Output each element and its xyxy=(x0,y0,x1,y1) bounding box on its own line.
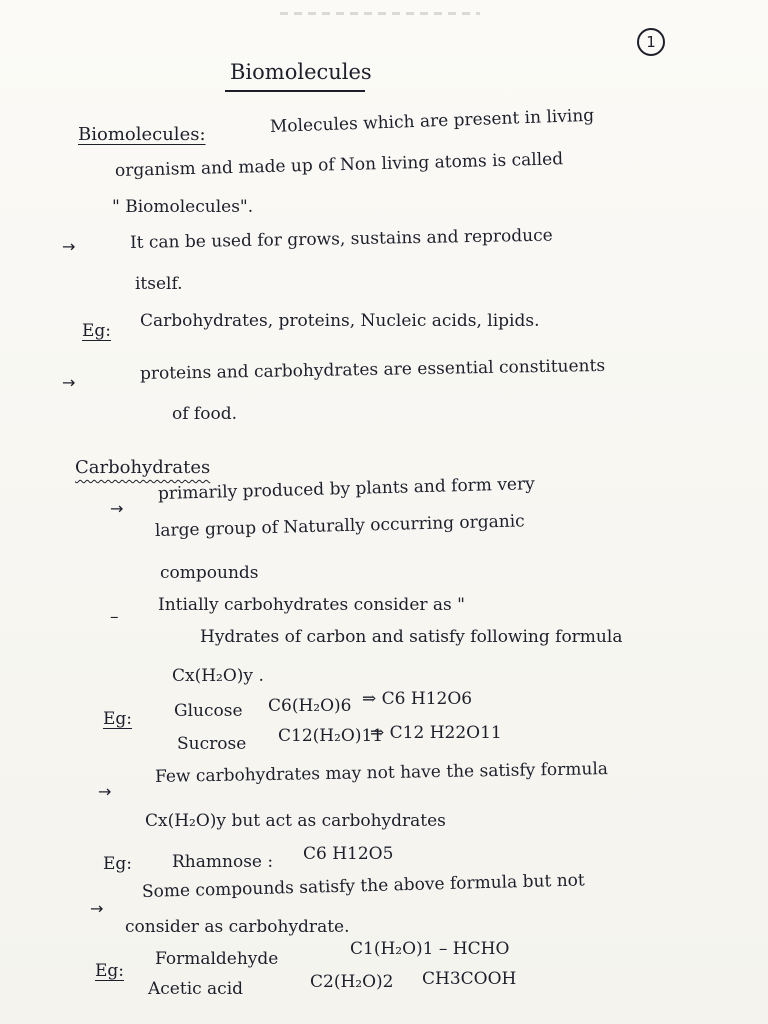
example-label: Eg: xyxy=(103,854,133,874)
point-4-line-2: consider as carbohydrate. xyxy=(125,917,350,937)
formaldehyde-formula: C1(H₂O)1 – HCHO xyxy=(350,939,510,959)
sucrose-label: Sucrose xyxy=(177,734,247,754)
point-2-line-2: Hydrates of carbon and satisfy following formula xyxy=(200,627,623,647)
page-top-edge xyxy=(280,12,480,15)
point-2-line-1: Intially carbohydrates consider as " xyxy=(158,595,465,615)
example-line: Carbohydrates, proteins, Nucleic acids, lipids. xyxy=(140,311,540,331)
point-3-line-2: Cx(H₂O)y but act as carbohydrates xyxy=(145,811,446,831)
property-line-2: itself. xyxy=(135,274,183,294)
sucrose-molecular-formula: ⇒ C12 H22O11 xyxy=(370,723,502,743)
rhamnose-label: Rhamnose : xyxy=(172,852,274,872)
definition-line-2: organism and made up of Non living atoms is called xyxy=(114,149,564,181)
acetic-acid-formula: C2(H₂O)2 xyxy=(310,972,394,992)
arrow-icon: → xyxy=(90,899,104,918)
example-label: Eg: xyxy=(82,321,112,341)
point-1-line-1: primarily produced by plants and form very xyxy=(157,474,535,504)
definition-line-3: " Biomolecules". xyxy=(112,197,254,217)
page-title: Biomolecules xyxy=(230,60,372,84)
point-4-line-1: Some compounds satisfy the above formula but not xyxy=(141,870,585,902)
glucose-label: Glucose xyxy=(174,701,243,721)
point-3-line-1: Few carbohydrates may not have the satisfy formula xyxy=(154,759,609,787)
food-line-1: proteins and carbohydrates are essential constituents xyxy=(139,355,606,384)
example-label: Eg: xyxy=(103,709,133,729)
formaldehyde-label: Formaldehyde xyxy=(155,949,279,969)
definition-line-1: Molecules which are present in living xyxy=(269,105,595,137)
definition-heading: Biomolecules: xyxy=(78,124,206,145)
arrow-icon: → xyxy=(62,373,76,392)
rhamnose-formula: C6 H12O5 xyxy=(303,844,394,864)
example-label: Eg: xyxy=(95,961,125,981)
glucose-molecular-formula: ⇒ C6 H12O6 xyxy=(362,689,473,709)
page-number: 1 xyxy=(637,28,665,56)
arrow-icon: → xyxy=(110,499,124,518)
acetic-acid-molecular-formula: CH3COOH xyxy=(422,969,517,989)
arrow-icon: → xyxy=(98,782,112,801)
point-1-line-2: large group of Naturally occurring organic xyxy=(154,511,525,541)
carbohydrates-heading: Carbohydrates xyxy=(75,457,211,478)
food-line-2: of food. xyxy=(172,404,237,424)
point-1-line-3: compounds xyxy=(160,563,259,583)
glucose-formula: C6(H₂O)6 xyxy=(268,696,352,716)
sucrose-formula: C12(H₂O)11 xyxy=(278,726,384,746)
acetic-acid-label: Acetic acid xyxy=(148,979,244,999)
arrow-icon: → xyxy=(62,237,76,256)
general-formula: Cx(H₂O)y . xyxy=(172,666,264,686)
title-underline xyxy=(225,90,365,92)
dash-marker: – xyxy=(110,607,119,627)
property-line-1: It can be used for grows, sustains and reproduce xyxy=(129,225,553,253)
